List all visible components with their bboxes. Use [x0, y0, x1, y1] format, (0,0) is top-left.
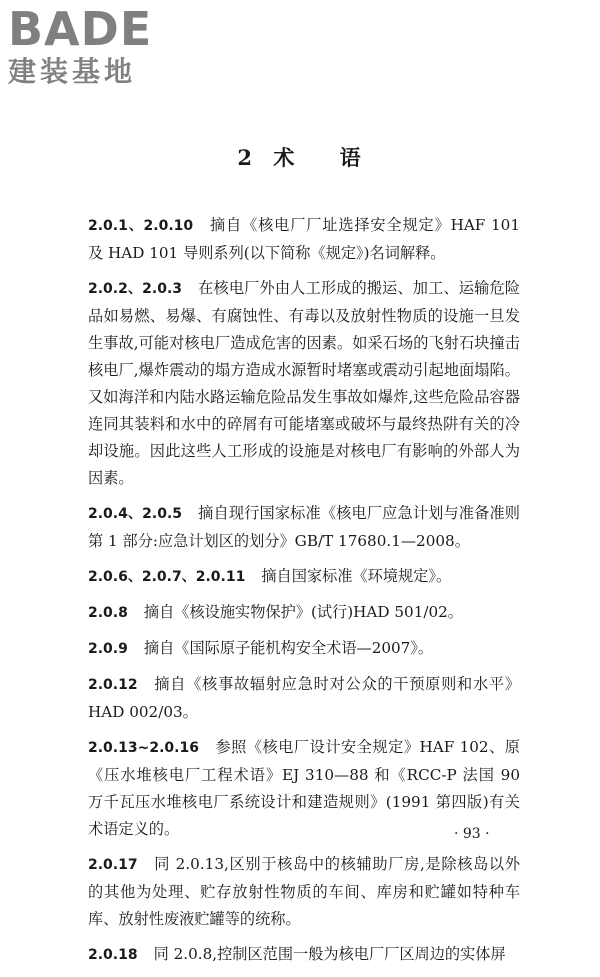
paragraph-text: 摘自《核电厂厂址选择安全规定》HAF 101 及 HAD 101 导则系列(以下简称《规定》)名词解释。	[88, 216, 520, 262]
paragraph-text: 摘自《核事故辐射应急时对公众的干预原则和水平》HAD 002/03。	[88, 675, 520, 721]
clause-ref: 2.0.9	[88, 641, 128, 657]
paragraph-text: 参照《核电厂设计安全规定》HAF 102、原《压水堆核电厂工程术语》EJ 310—88 和《RCC-P 法国 90 万千瓦压水堆核电厂系统设计和建造规则》(1991 第四版)有关术语定义的。	[88, 738, 520, 838]
clause-ref: 2.0.13~2.0.16	[88, 740, 199, 756]
clause-ref: 2.0.18	[88, 947, 138, 963]
clause-ref: 2.0.12	[88, 677, 138, 693]
paragraph	[88, 851, 520, 933]
section-heading	[0, 142, 600, 172]
paragraph-text: 摘自《国际原子能机构安全术语—2007》。	[143, 639, 434, 657]
paragraph	[88, 563, 520, 591]
logo-wordmark: BADE	[8, 2, 153, 56]
clause-ref: 2.0.8	[88, 605, 128, 621]
bade-logo	[8, 4, 178, 90]
paragraph	[88, 941, 520, 969]
body-text	[88, 212, 520, 977]
clause-ref: 2.0.6、2.0.7、2.0.11	[88, 569, 246, 585]
clause-ref: 2.0.2、2.0.3	[88, 281, 183, 297]
page-number: · 93 ·	[454, 826, 490, 842]
paragraph	[88, 275, 520, 492]
paragraph	[88, 671, 520, 726]
paragraph	[88, 635, 520, 663]
paragraph	[88, 212, 520, 267]
paragraph-text: 在核电厂外由人工形成的搬运、加工、运输危险品如易燃、易爆、有腐蚀性、有毒以及放射性物质的设施一旦发生事故,可能对核电厂造成危害的因素。如采石场的飞射石块撞击核电厂,爆炸震动的塌方造成水源暂时堵塞或震动引起地面塌陷。又如海洋和内陆水路运输危险品发生事故如爆炸,这些危险品容器连同其装料和水中的碎屑有可能堵塞或破坏与最终热阱有关的冷却设施。因此这些人工形成的设施是对核电厂有影响的外部人为因素。	[88, 279, 520, 487]
paragraph	[88, 500, 520, 555]
section-title-part2: 语	[339, 145, 363, 170]
paragraph	[88, 599, 520, 627]
section-title-part1: 术	[273, 145, 297, 170]
paragraph-text: 摘自《核设施实物保护》(试行)HAD 501/02。	[143, 603, 463, 621]
clause-ref: 2.0.4、2.0.5	[88, 506, 183, 522]
logo-subtitle: 建装基地	[8, 55, 137, 88]
section-number: 2	[237, 145, 254, 170]
paragraph-text: 同 2.0.8,控制区范围一般为核电厂厂区周边的实体屏	[153, 945, 506, 963]
clause-ref: 2.0.17	[88, 857, 138, 873]
paragraph-text: 摘自现行国家标准《核电厂应急计划与准备准则第 1 部分:应急计划区的划分》GB/T 17680.1—2008。	[88, 504, 520, 550]
paragraph-text: 同 2.0.13,区别于核岛中的核辅助厂房,是除核岛以外的其他为处理、贮存放射性物质的车间、库房和贮罐如特种车库、放射性废液贮罐等的统称。	[88, 855, 520, 928]
paragraph-text: 摘自国家标准《环境规定》。	[261, 567, 452, 585]
clause-ref: 2.0.1、2.0.10	[88, 218, 194, 234]
